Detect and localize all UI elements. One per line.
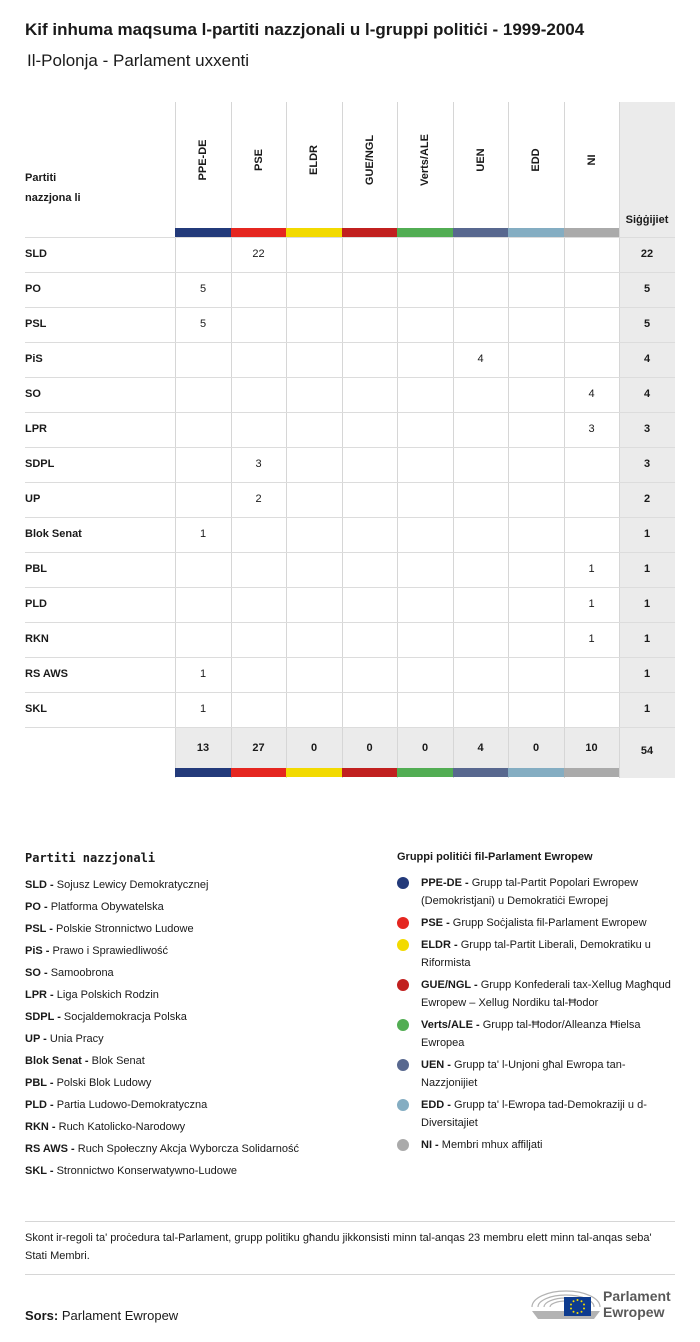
seat-cell: 2 — [255, 493, 262, 505]
row-party-label: Blok Senat — [25, 528, 82, 540]
group-legend-item — [397, 936, 677, 972]
row-divider — [25, 482, 675, 483]
group-header-label: PSE — [252, 148, 265, 172]
grand-total: 54 — [640, 745, 654, 757]
party-code: SDPL - — [25, 1011, 61, 1023]
party-name: Polskie Stronnictwo Ludowe — [55, 923, 194, 935]
row-party-label: SLD — [25, 248, 47, 260]
group-header — [286, 102, 342, 228]
group-color-swatch — [564, 228, 620, 237]
party-name: Stronnictwo Konserwatywno-Ludowe — [56, 1165, 237, 1177]
party-code: Blok Senat - — [25, 1055, 89, 1067]
divider — [25, 1274, 675, 1275]
group-header-label: PPE-DE — [197, 139, 209, 181]
group-color-dot-icon — [397, 1059, 409, 1071]
group-name: Grupp Soċjalista fil-Parlament Ewropew — [452, 917, 647, 929]
row-divider — [25, 272, 675, 273]
group-color-swatch — [564, 768, 620, 777]
row-divider — [25, 307, 675, 308]
party-legend-item — [25, 1050, 375, 1072]
row-total: 1 — [643, 598, 651, 610]
row-party-label: SDPL — [25, 458, 55, 470]
group-header — [508, 102, 564, 228]
logo-line-1: Parlament — [603, 1288, 671, 1304]
party-code: SKL - — [25, 1165, 54, 1177]
group-color-dot-icon — [397, 877, 409, 889]
row-party-label: RKN — [25, 633, 49, 645]
group-color-swatch — [397, 768, 453, 777]
column-total: 4 — [477, 742, 484, 754]
row-total: 3 — [643, 458, 651, 470]
group-legend-item — [397, 1136, 677, 1154]
party-code: RS AWS - — [25, 1143, 75, 1155]
group-color-dot-icon — [397, 1139, 409, 1151]
seat-cell: 1 — [199, 528, 207, 540]
seat-cell: 3 — [588, 423, 595, 435]
party-legend-item — [25, 1160, 375, 1182]
group-code: UEN - — [421, 1059, 451, 1071]
group-header-label: GUE/NGL — [363, 134, 376, 186]
row-divider — [25, 517, 675, 518]
group-legend-item — [397, 976, 677, 1012]
group-color-swatch — [453, 768, 509, 777]
row-party-label: UP — [25, 493, 41, 505]
row-total: 1 — [643, 528, 651, 540]
group-name: Grupp tal-Ħodor/Alleanza Ħielsa Ewropea — [421, 1019, 641, 1049]
seat-cell: 4 — [588, 388, 595, 400]
group-color-swatch — [286, 768, 342, 777]
row-total: 2 — [643, 493, 651, 505]
party-code: LPR - — [25, 989, 54, 1001]
group-color-dot-icon — [397, 939, 409, 951]
group-header — [453, 102, 509, 228]
group-name: Membri mhux affiljati — [441, 1139, 543, 1151]
row-divider — [25, 692, 675, 693]
party-name: Sojusz Lewicy Demokratycznej — [56, 879, 209, 891]
group-header-label: Verts/ALE — [419, 134, 431, 186]
party-legend-item — [25, 1138, 375, 1160]
group-header — [397, 102, 453, 228]
party-legend-item — [25, 874, 375, 896]
party-code: SO - — [25, 967, 48, 979]
party-legend-item — [25, 896, 375, 918]
group-color-swatch — [342, 768, 398, 777]
group-name: Grupp tal-Partit Popolari Ewropew (Demokristjani) u Demokratiċi Ewropej — [421, 877, 639, 907]
group-legend-item — [397, 1096, 677, 1132]
seat-cell: 5 — [199, 283, 207, 295]
header-divider — [25, 237, 675, 238]
column-total: 0 — [366, 742, 373, 754]
party-code: PSL - — [25, 923, 53, 935]
row-header-label: Partiti nazzjona li — [25, 172, 81, 204]
party-code: PiS - — [25, 945, 50, 957]
page-subtitle: Il-Polonja - Parlament uxxenti — [27, 51, 250, 70]
seat-cell: 1 — [588, 598, 595, 610]
party-name: Platforma Obywatelska — [50, 901, 164, 913]
column-total: 0 — [421, 742, 429, 754]
seat-cell: 1 — [588, 633, 595, 645]
party-legend-item — [25, 1116, 375, 1138]
seat-cell: 22 — [252, 248, 265, 260]
party-name: Polski Blok Ludowy — [56, 1077, 152, 1089]
row-divider — [25, 657, 675, 658]
group-legend-title: Gruppi politiċi fil-Parlament Ewropew — [397, 851, 593, 863]
group-code: PPE-DE - — [421, 877, 469, 889]
party-legend — [25, 874, 375, 1182]
row-total: 22 — [640, 248, 654, 260]
seat-cell: 1 — [199, 668, 207, 680]
party-name: Socjaldemokracja Polska — [63, 1011, 187, 1023]
source-line — [25, 1308, 178, 1323]
group-color-swatch — [231, 768, 287, 777]
group-color-swatch — [397, 228, 453, 237]
group-color-swatch — [508, 228, 564, 237]
group-header-label: EDD — [530, 148, 542, 172]
seat-cell: 1 — [199, 703, 207, 715]
group-header-label: ELDR — [308, 145, 320, 175]
row-total: 1 — [643, 563, 651, 575]
group-header — [231, 102, 287, 228]
row-party-label: PO — [25, 283, 41, 295]
party-name: Samoobrona — [50, 967, 114, 979]
group-name: Grupp ta' l-Ewropa tad-Demokraziji u d-Diversitajiet — [421, 1099, 647, 1129]
row-divider — [25, 447, 675, 448]
row-party-label: SO — [25, 388, 41, 400]
party-legend-item — [25, 1028, 375, 1050]
group-color-swatch — [453, 228, 509, 237]
seat-table — [25, 102, 675, 778]
seat-cell: 1 — [588, 563, 595, 575]
group-color-swatch — [231, 228, 287, 237]
row-party-label: RS AWS — [25, 668, 68, 680]
group-name: Grupp tal-Partit Liberali, Demokratiku u Riformista — [421, 939, 651, 969]
row-total: 5 — [643, 283, 651, 295]
party-name: Ruch Społeczny Akcja Wyborcza Solidarność — [77, 1143, 300, 1155]
footnote: Skont ir-regoli ta' proċedura tal-Parlament, grupp politiku għandu jikkonsisti minn tal-anqas 23 membru elett minn tal-anqas seba' Stati Membri. — [25, 1232, 652, 1262]
party-name: Partia Ludowo-Demokratyczna — [56, 1099, 208, 1111]
party-code: PBL - — [25, 1077, 54, 1089]
group-code: EDD - — [421, 1099, 451, 1111]
group-name: Grupp Konfederali tax-Xellug Magħqud Ewropew – Xellug Nordiku tal-Ħodor — [421, 979, 671, 1009]
row-total: 1 — [643, 668, 651, 680]
party-code: RKN - — [25, 1121, 56, 1133]
row-party-label: LPR — [25, 423, 47, 435]
row-party-label: PiS — [25, 353, 43, 365]
column-total: 0 — [532, 742, 540, 754]
logo-line-2: Ewropew — [603, 1304, 665, 1320]
group-code: NI - — [421, 1139, 439, 1151]
group-code: Verts/ALE - — [421, 1019, 480, 1031]
group-color-dot-icon — [397, 1099, 409, 1111]
row-party-label: SKL — [25, 703, 47, 715]
group-legend — [397, 874, 677, 1158]
seat-cell: 3 — [255, 458, 262, 470]
party-name: Ruch Katolicko-Narodowy — [58, 1121, 186, 1133]
row-total: 4 — [643, 388, 651, 400]
row-total: 4 — [643, 353, 651, 365]
row-total: 1 — [643, 703, 651, 715]
party-legend-item — [25, 962, 375, 984]
group-code: GUE/NGL - — [421, 979, 478, 991]
party-legend-item — [25, 1072, 375, 1094]
total-header: Siġġijiet — [625, 214, 669, 226]
party-legend-item — [25, 984, 375, 1006]
party-code: PO - — [25, 901, 48, 913]
group-name: Grupp ta' l-Unjoni għal Ewropa tan-Nazzjonijiet — [421, 1059, 626, 1089]
party-code: SLD - — [25, 879, 54, 891]
group-legend-item — [397, 1016, 677, 1052]
group-header — [175, 102, 231, 228]
party-legend-item — [25, 940, 375, 962]
group-color-dot-icon — [397, 917, 409, 929]
group-code: PSE - — [421, 917, 450, 929]
party-legend-title: Partiti nazzjonali — [25, 851, 156, 865]
column-total: 27 — [252, 742, 265, 754]
group-header — [342, 102, 398, 228]
row-party-label: PSL — [25, 318, 47, 330]
party-name: Unia Pracy — [49, 1033, 104, 1045]
group-color-dot-icon — [397, 1019, 409, 1031]
party-legend-item — [25, 918, 375, 940]
page-title: Kif inhuma maqsuma l-partiti nazzjonali u l-gruppi politiċi - 1999-2004 — [25, 20, 585, 39]
party-code: PLD - — [25, 1099, 54, 1111]
group-color-swatch — [175, 768, 231, 777]
party-code: UP - — [25, 1033, 47, 1045]
group-color-swatch — [175, 228, 231, 237]
seat-cell: 4 — [477, 353, 484, 365]
column-total: 10 — [585, 742, 598, 754]
column-total: 13 — [196, 742, 210, 754]
source-label: Sors: — [25, 1308, 59, 1323]
group-code: ELDR - — [421, 939, 458, 951]
party-legend-item — [25, 1094, 375, 1116]
row-total: 3 — [643, 423, 651, 435]
row-party-label: PBL — [25, 563, 47, 575]
column-total: 0 — [310, 742, 318, 754]
group-color-swatch — [286, 228, 342, 237]
party-name: Blok Senat — [91, 1055, 145, 1067]
group-color-swatch — [508, 768, 564, 777]
row-party-label: PLD — [25, 598, 47, 610]
group-legend-item — [397, 1056, 677, 1092]
source-value: Parlament Ewropew — [61, 1308, 179, 1323]
party-name: Prawo i Sprawiedliwość — [52, 945, 169, 957]
parliament-logo-text — [603, 1288, 671, 1320]
row-divider — [25, 342, 675, 343]
row-total: 5 — [643, 318, 651, 330]
group-legend-item — [397, 874, 677, 910]
group-header — [564, 102, 620, 228]
party-name: Liga Polskich Rodzin — [56, 989, 159, 1001]
group-header-label: UEN — [474, 148, 487, 172]
divider — [25, 1221, 675, 1222]
seat-cell: 5 — [199, 318, 207, 330]
group-color-swatch — [342, 228, 398, 237]
group-legend-item — [397, 914, 677, 932]
party-legend-item — [25, 1006, 375, 1028]
row-total: 1 — [643, 633, 651, 645]
group-header-label: NI — [585, 154, 598, 166]
group-color-dot-icon — [397, 979, 409, 991]
